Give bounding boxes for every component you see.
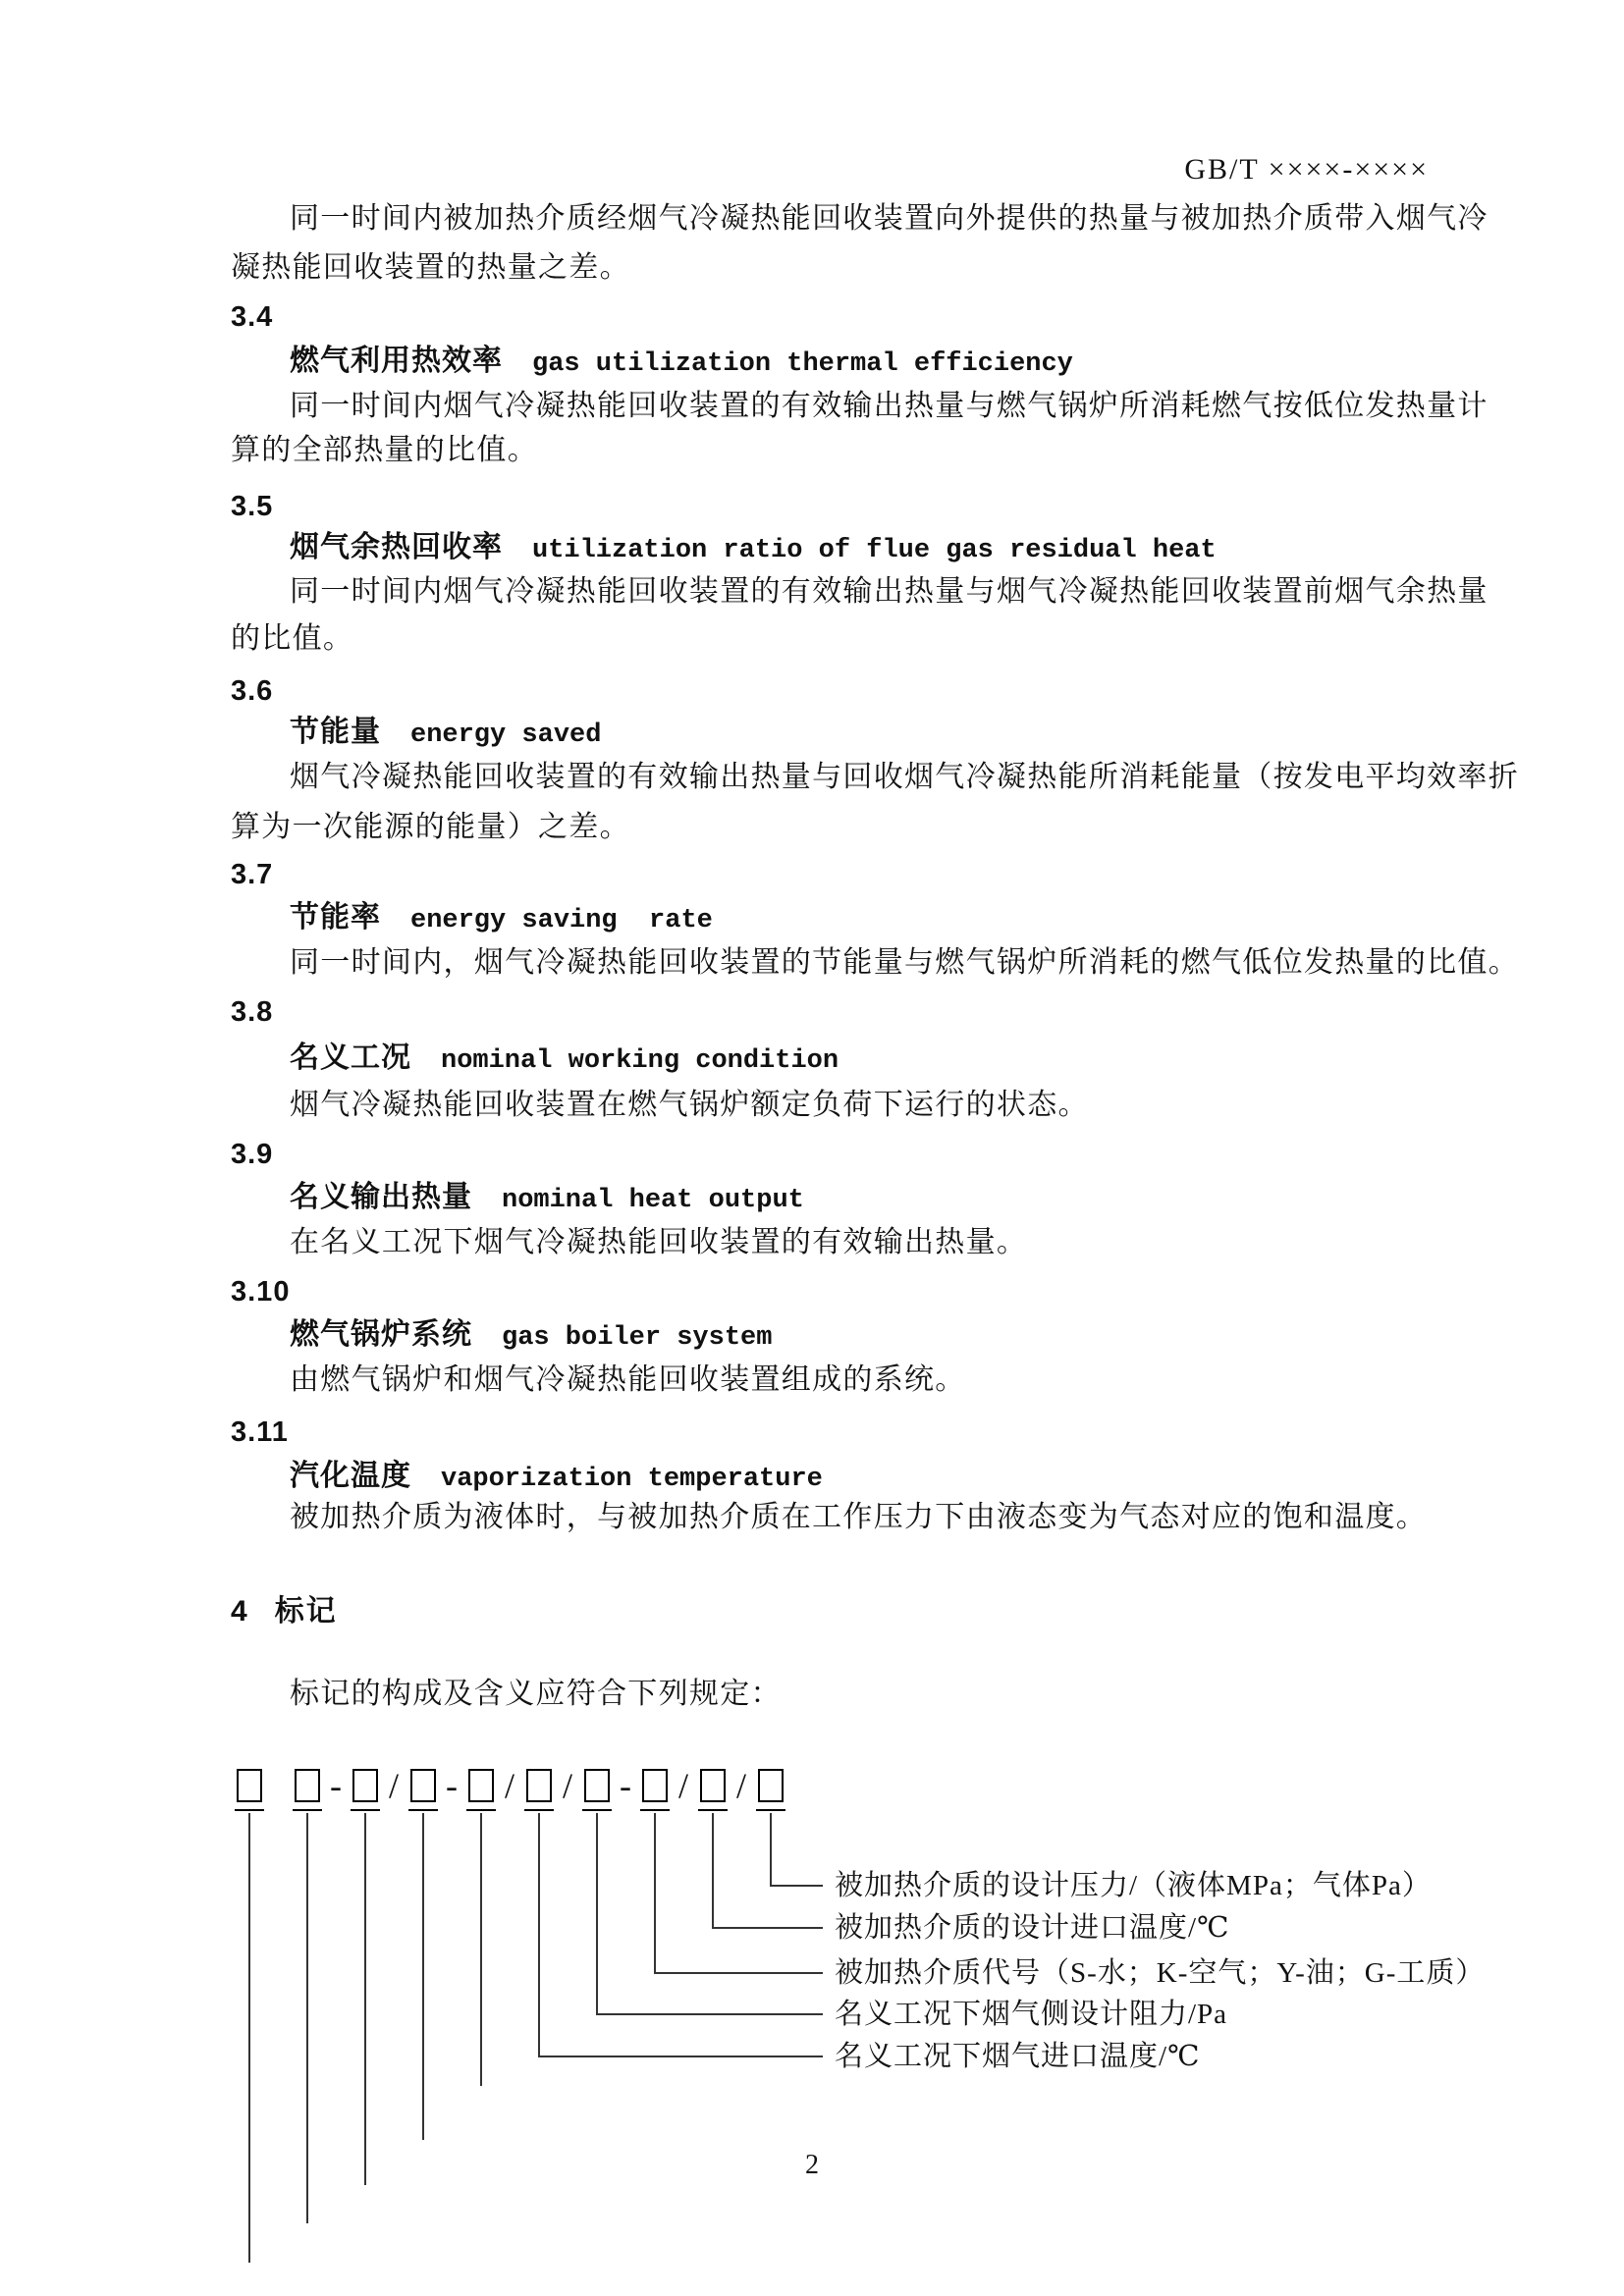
connector-line (480, 1813, 482, 2086)
body-line: 由燃气锅炉和烟气冷凝热能回收装置组成的系统。 (290, 1363, 966, 1396)
section-number: 3.11 (231, 1416, 289, 1448)
clause-number: 4 (231, 1595, 247, 1628)
box-underline (524, 1809, 554, 1811)
term-en: energy saving rate (410, 906, 713, 935)
section-number: 3.7 (231, 859, 274, 890)
body-line: 烟气冷凝热能回收装置的有效输出热量与回收烟气冷凝热能所消耗能量（按发电平均效率折 (290, 761, 1519, 793)
section-number: 3.5 (231, 491, 274, 522)
clause-intro-line: 标记的构成及含义应符合下列规定： (290, 1678, 782, 1710)
notation-box (758, 1769, 784, 1802)
term-zh: 节能量 (290, 716, 381, 748)
notation-box (526, 1769, 552, 1802)
notation-separator: - (446, 1766, 458, 1805)
body-line: 同一时间内烟气冷凝热能回收装置的有效输出热量与燃气锅炉所消耗燃气按低位发热量计 (290, 390, 1489, 422)
body-line: 烟气冷凝热能回收装置在燃气锅炉额定负荷下运行的状态。 (290, 1089, 1089, 1121)
term-heading (290, 1180, 804, 1220)
connector-line (770, 1813, 772, 1887)
box-underline (293, 1809, 322, 1811)
page-header: GB/T ××××-×××× (1184, 153, 1429, 186)
term-en: gas utilization thermal efficiency (532, 349, 1073, 379)
diagram-label: 名义工况下烟气进口温度/℃ (835, 2041, 1201, 2072)
diagram-label: 被加热介质的设计压力/（液体MPa；气体Pa） (835, 1870, 1432, 1901)
box-underline (408, 1809, 438, 1811)
term-en: utilization ratio of flue gas residual heat (532, 536, 1217, 565)
box-underline (466, 1809, 496, 1811)
term-zh: 燃气利用热效率 (290, 345, 503, 377)
connector-line (596, 2013, 823, 2015)
term-heading (290, 715, 601, 755)
clause-title: 标记 (274, 1595, 338, 1628)
term-en: nominal working condition (441, 1046, 839, 1076)
term-en: vaporization temperature (441, 1465, 823, 1494)
notation-separator: / (735, 1766, 746, 1805)
box-underline (351, 1809, 380, 1811)
section-number: 3.4 (231, 301, 274, 333)
notation-box (237, 1769, 262, 1802)
connector-line (422, 1813, 424, 2140)
term-zh: 烟气余热回收率 (290, 531, 503, 563)
diagram-label: 被加热介质代号（S-水；K-空气；Y-油；G-工质） (835, 1957, 1486, 1989)
connector-line (654, 1972, 823, 1974)
term-en: energy saved (410, 721, 602, 750)
connector-line (364, 1813, 366, 2185)
term-zh: 燃气锅炉系统 (290, 1318, 472, 1351)
paragraph-line: 凝热能回收装置的热量之差。 (231, 251, 630, 284)
term-heading (290, 1317, 772, 1358)
notation-box (700, 1769, 726, 1802)
term-heading (290, 1041, 839, 1081)
notation-box (584, 1769, 610, 1802)
body-line: 在名义工况下烟气冷凝热能回收装置的有效输出热量。 (290, 1226, 1028, 1258)
notation-box (410, 1769, 436, 1802)
term-zh: 名义工况 (290, 1041, 411, 1074)
box-underline (235, 1809, 264, 1811)
notation-box (468, 1769, 494, 1802)
section-number: 3.10 (231, 1276, 291, 1308)
body-line: 同一时间内，烟气冷凝热能回收装置的节能量与燃气锅炉所消耗的燃气低位发热量的比值。 (290, 946, 1519, 979)
clause-heading (231, 1594, 338, 1629)
connector-line (712, 1813, 714, 1929)
section-number: 3.9 (231, 1139, 274, 1170)
diagram-label: 名义工况下烟气侧设计阻力/Pa (835, 1999, 1228, 2030)
body-line: 同一时间内烟气冷凝热能回收装置的有效输出热量与烟气冷凝热能回收装置前烟气余热量 (290, 575, 1489, 608)
body-line: 被加热介质为液体时，与被加热介质在工作压力下由液态变为气态对应的饱和温度。 (290, 1501, 1428, 1533)
notation-separator: / (677, 1766, 688, 1805)
connector-line (770, 1885, 823, 1887)
paragraph-line: 同一时间内被加热介质经烟气冷凝热能回收装置向外提供的热量与被加热介质带入烟气冷 (290, 202, 1489, 235)
notation-separator: / (388, 1766, 399, 1805)
body-line: 的比值。 (231, 622, 354, 655)
connector-line (654, 1813, 656, 1974)
connector-line (538, 1813, 540, 2057)
notation-box (642, 1769, 668, 1802)
box-underline (698, 1809, 728, 1811)
term-heading (290, 344, 1073, 384)
term-zh: 汽化温度 (290, 1460, 411, 1492)
diagram-label: 被加热介质的设计进口温度/℃ (835, 1912, 1230, 1944)
term-en: gas boiler system (502, 1323, 773, 1353)
term-zh: 节能率 (290, 901, 381, 934)
body-line: 算的全部热量的比值。 (231, 434, 538, 466)
notation-box (352, 1769, 378, 1802)
page-number: 2 (805, 2150, 819, 2180)
box-underline (756, 1809, 785, 1811)
term-heading (290, 1459, 823, 1499)
connector-line (712, 1927, 823, 1929)
term-heading (290, 900, 713, 940)
connector-line (248, 1813, 250, 2263)
term-heading (290, 530, 1217, 570)
notation-separator: / (562, 1766, 572, 1805)
connector-line (596, 1813, 598, 2015)
box-underline (640, 1809, 670, 1811)
notation-box (295, 1769, 320, 1802)
notation-separator: - (330, 1766, 342, 1805)
box-underline (582, 1809, 612, 1811)
connector-line (538, 2056, 823, 2057)
term-zh: 名义输出热量 (290, 1181, 472, 1213)
section-number: 3.8 (231, 996, 274, 1028)
notation-separator: / (504, 1766, 514, 1805)
term-en: nominal heat output (502, 1186, 804, 1215)
section-number: 3.6 (231, 675, 274, 707)
notation-separator: - (620, 1766, 631, 1805)
body-line: 算为一次能源的能量）之差。 (231, 811, 630, 843)
